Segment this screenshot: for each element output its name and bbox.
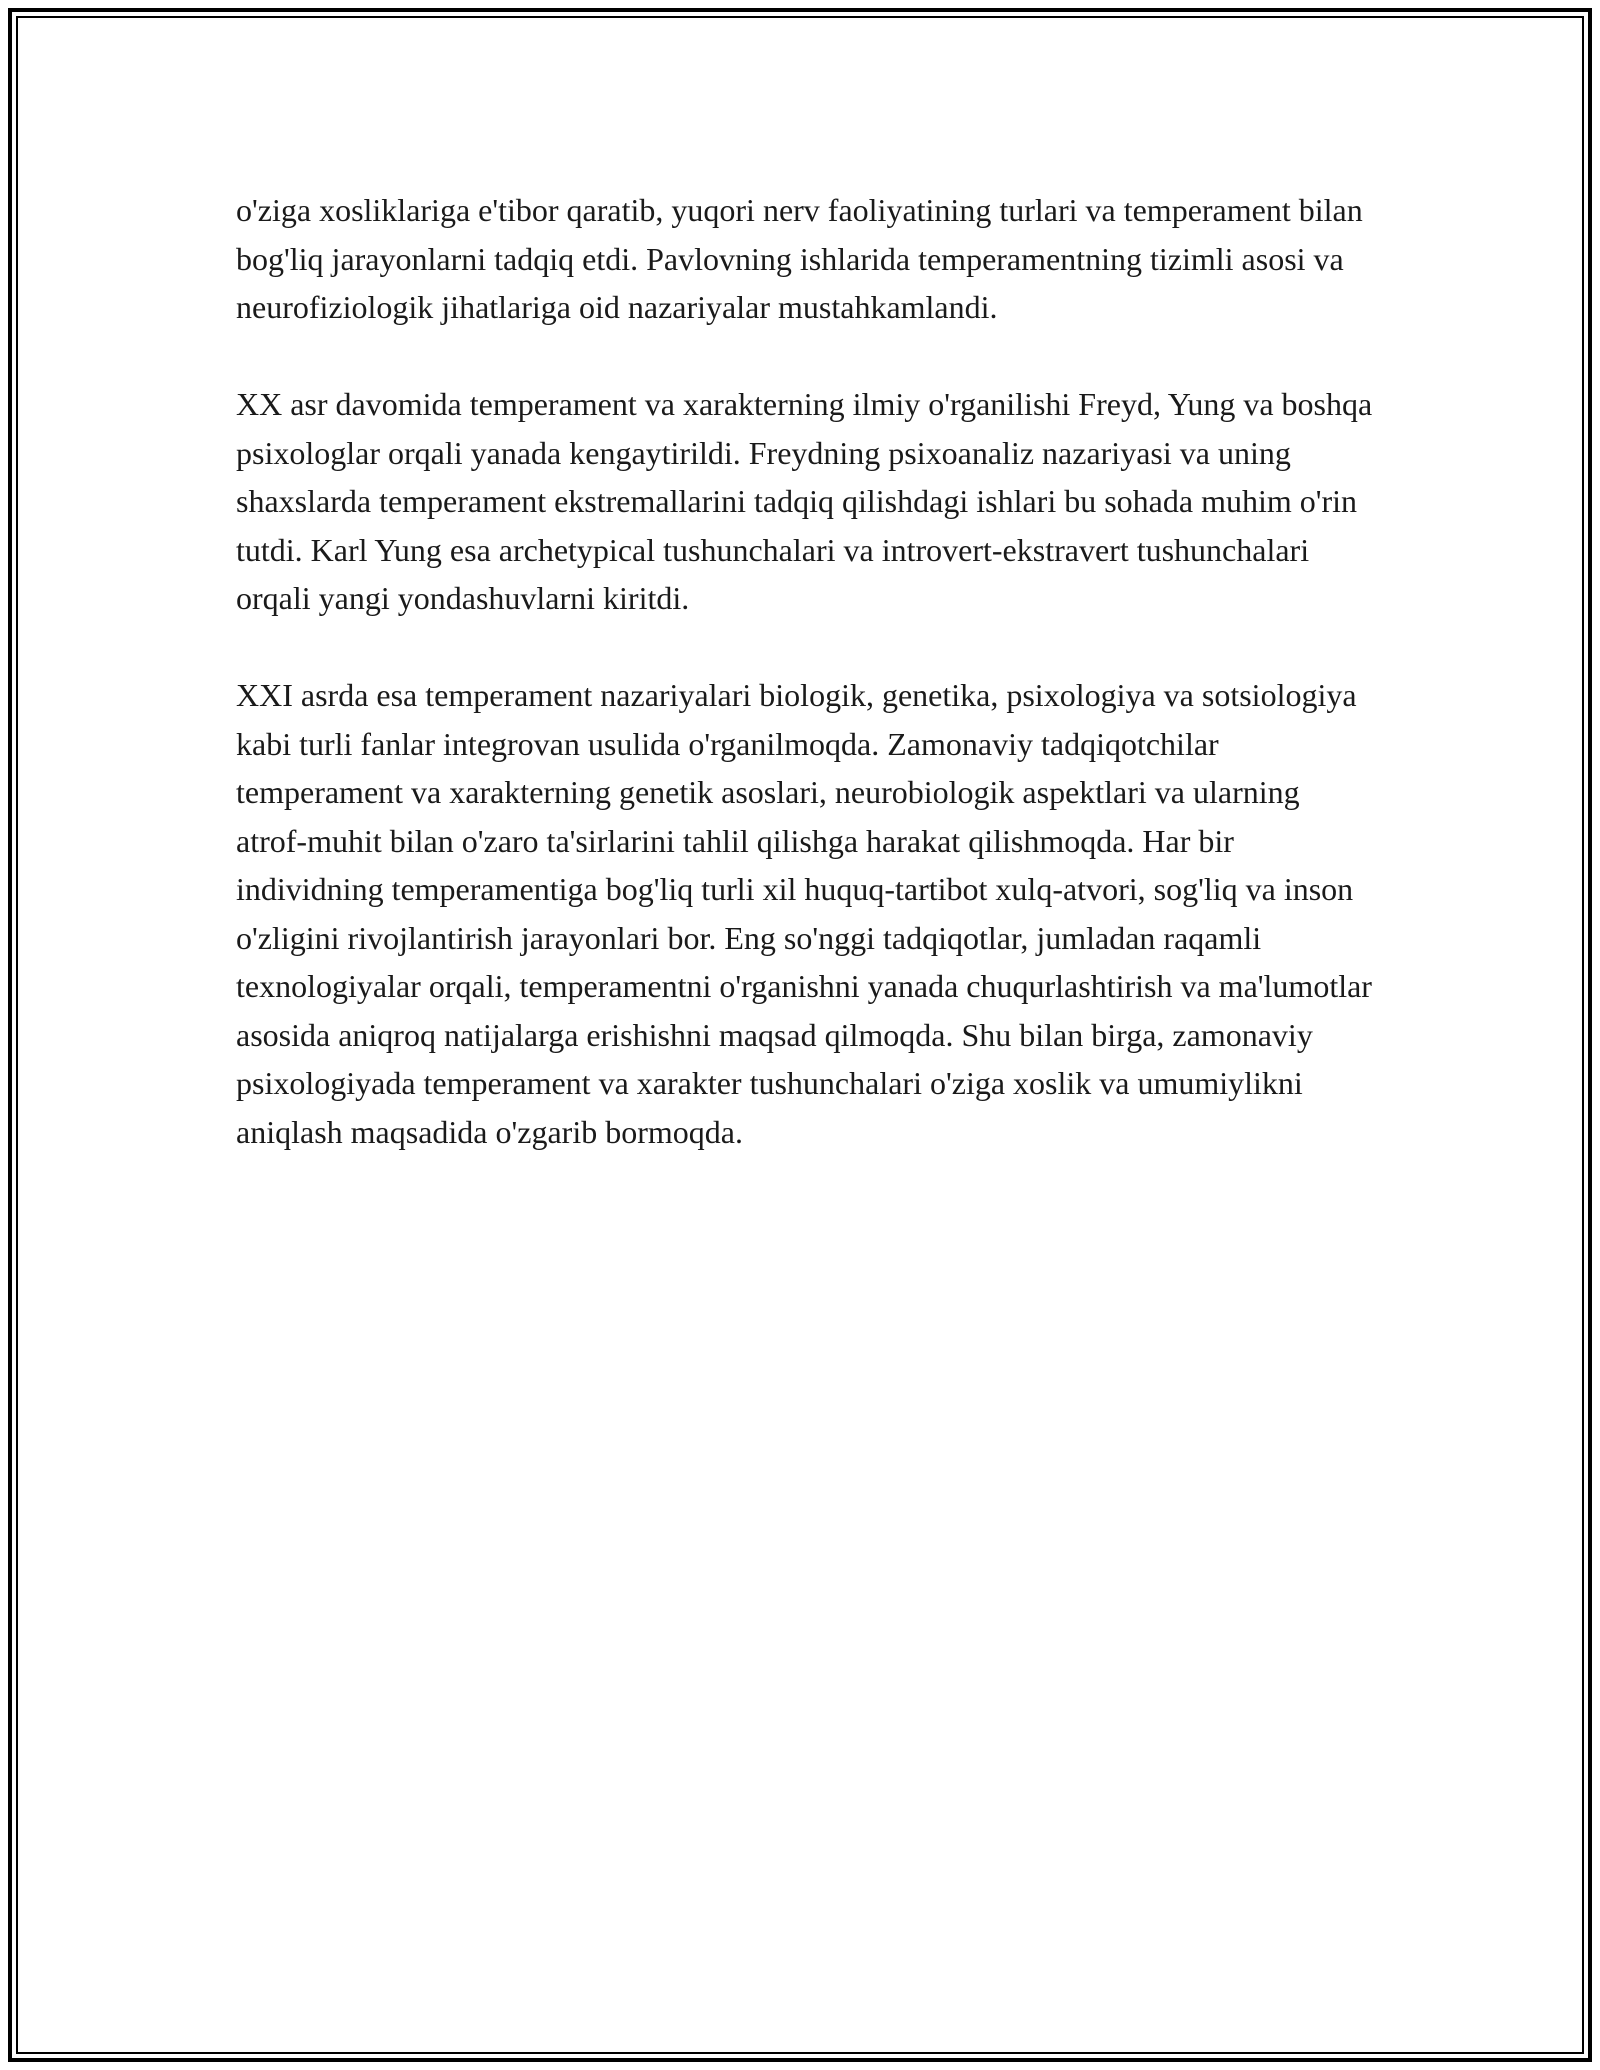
document-body [236,186,1376,1205]
paragraph-xxi-century: XXI asrda esa temperament nazariyalari biologik, genetika, psixologiya va sotsiologiya kabi turli fanlar integrovan usulida o'rganilmoqda. Zamonaviy tadqiqotchilar temperament va xarakterning genetik asoslari, neurobiologik aspektlari va ularning atrof-muhit bilan o'zaro ta'sirlarini tahlil qilishga harakat qilishmoqda. Har bir individning temperamentiga bog'liq turli xil huquq-tartibot xulq-atvori, sog'liq va inson o'zligini rivojlantirish jarayonlari bor. Eng so'nggi tadqiqotlar, jumladan raqamli texnologiyalar orqali, temperamentni o'rganishni yanada chuqurlashtirish va ma'lumotlar asosida aniqroq natijalarga erishishni maqsad qilmoqda. Shu bilan birga, zamonaviy psixologiyada temperament va xarakter tushunchalari o'ziga xoslik va umumiylikni aniqlash maqsadida o'zgarib bormoqda. [236,677,1372,1150]
paragraph-pavlov: o'ziga xosliklariga e'tibor qaratib, yuqori nerv faoliyatining turlari va temperament bilan bog'liq jarayonlarni tadqiq etdi. Pavlovning ishlarida temperamentning tizimli asosi va neurofiziologik jihatlariga oid nazariyalar mustahkamlandi. [236,192,1363,325]
paragraph-xx-century: XX asr davomida temperament va xarakterning ilmiy o'rganilishi Freyd, Yung va boshqa psixologlar orqali yanada kengaytirildi. Freydning psixoanaliz nazariyasi va uning shaxslarda temperament ekstremallarini tadqiq qilishdagi ishlari bu sohada muhim o'rin tutdi. Karl Yung esa archetypical tushunchalari va introvert-ekstravert tushunchalari orqali yangi yondashuvlarni kiritdi. [236,386,1373,616]
